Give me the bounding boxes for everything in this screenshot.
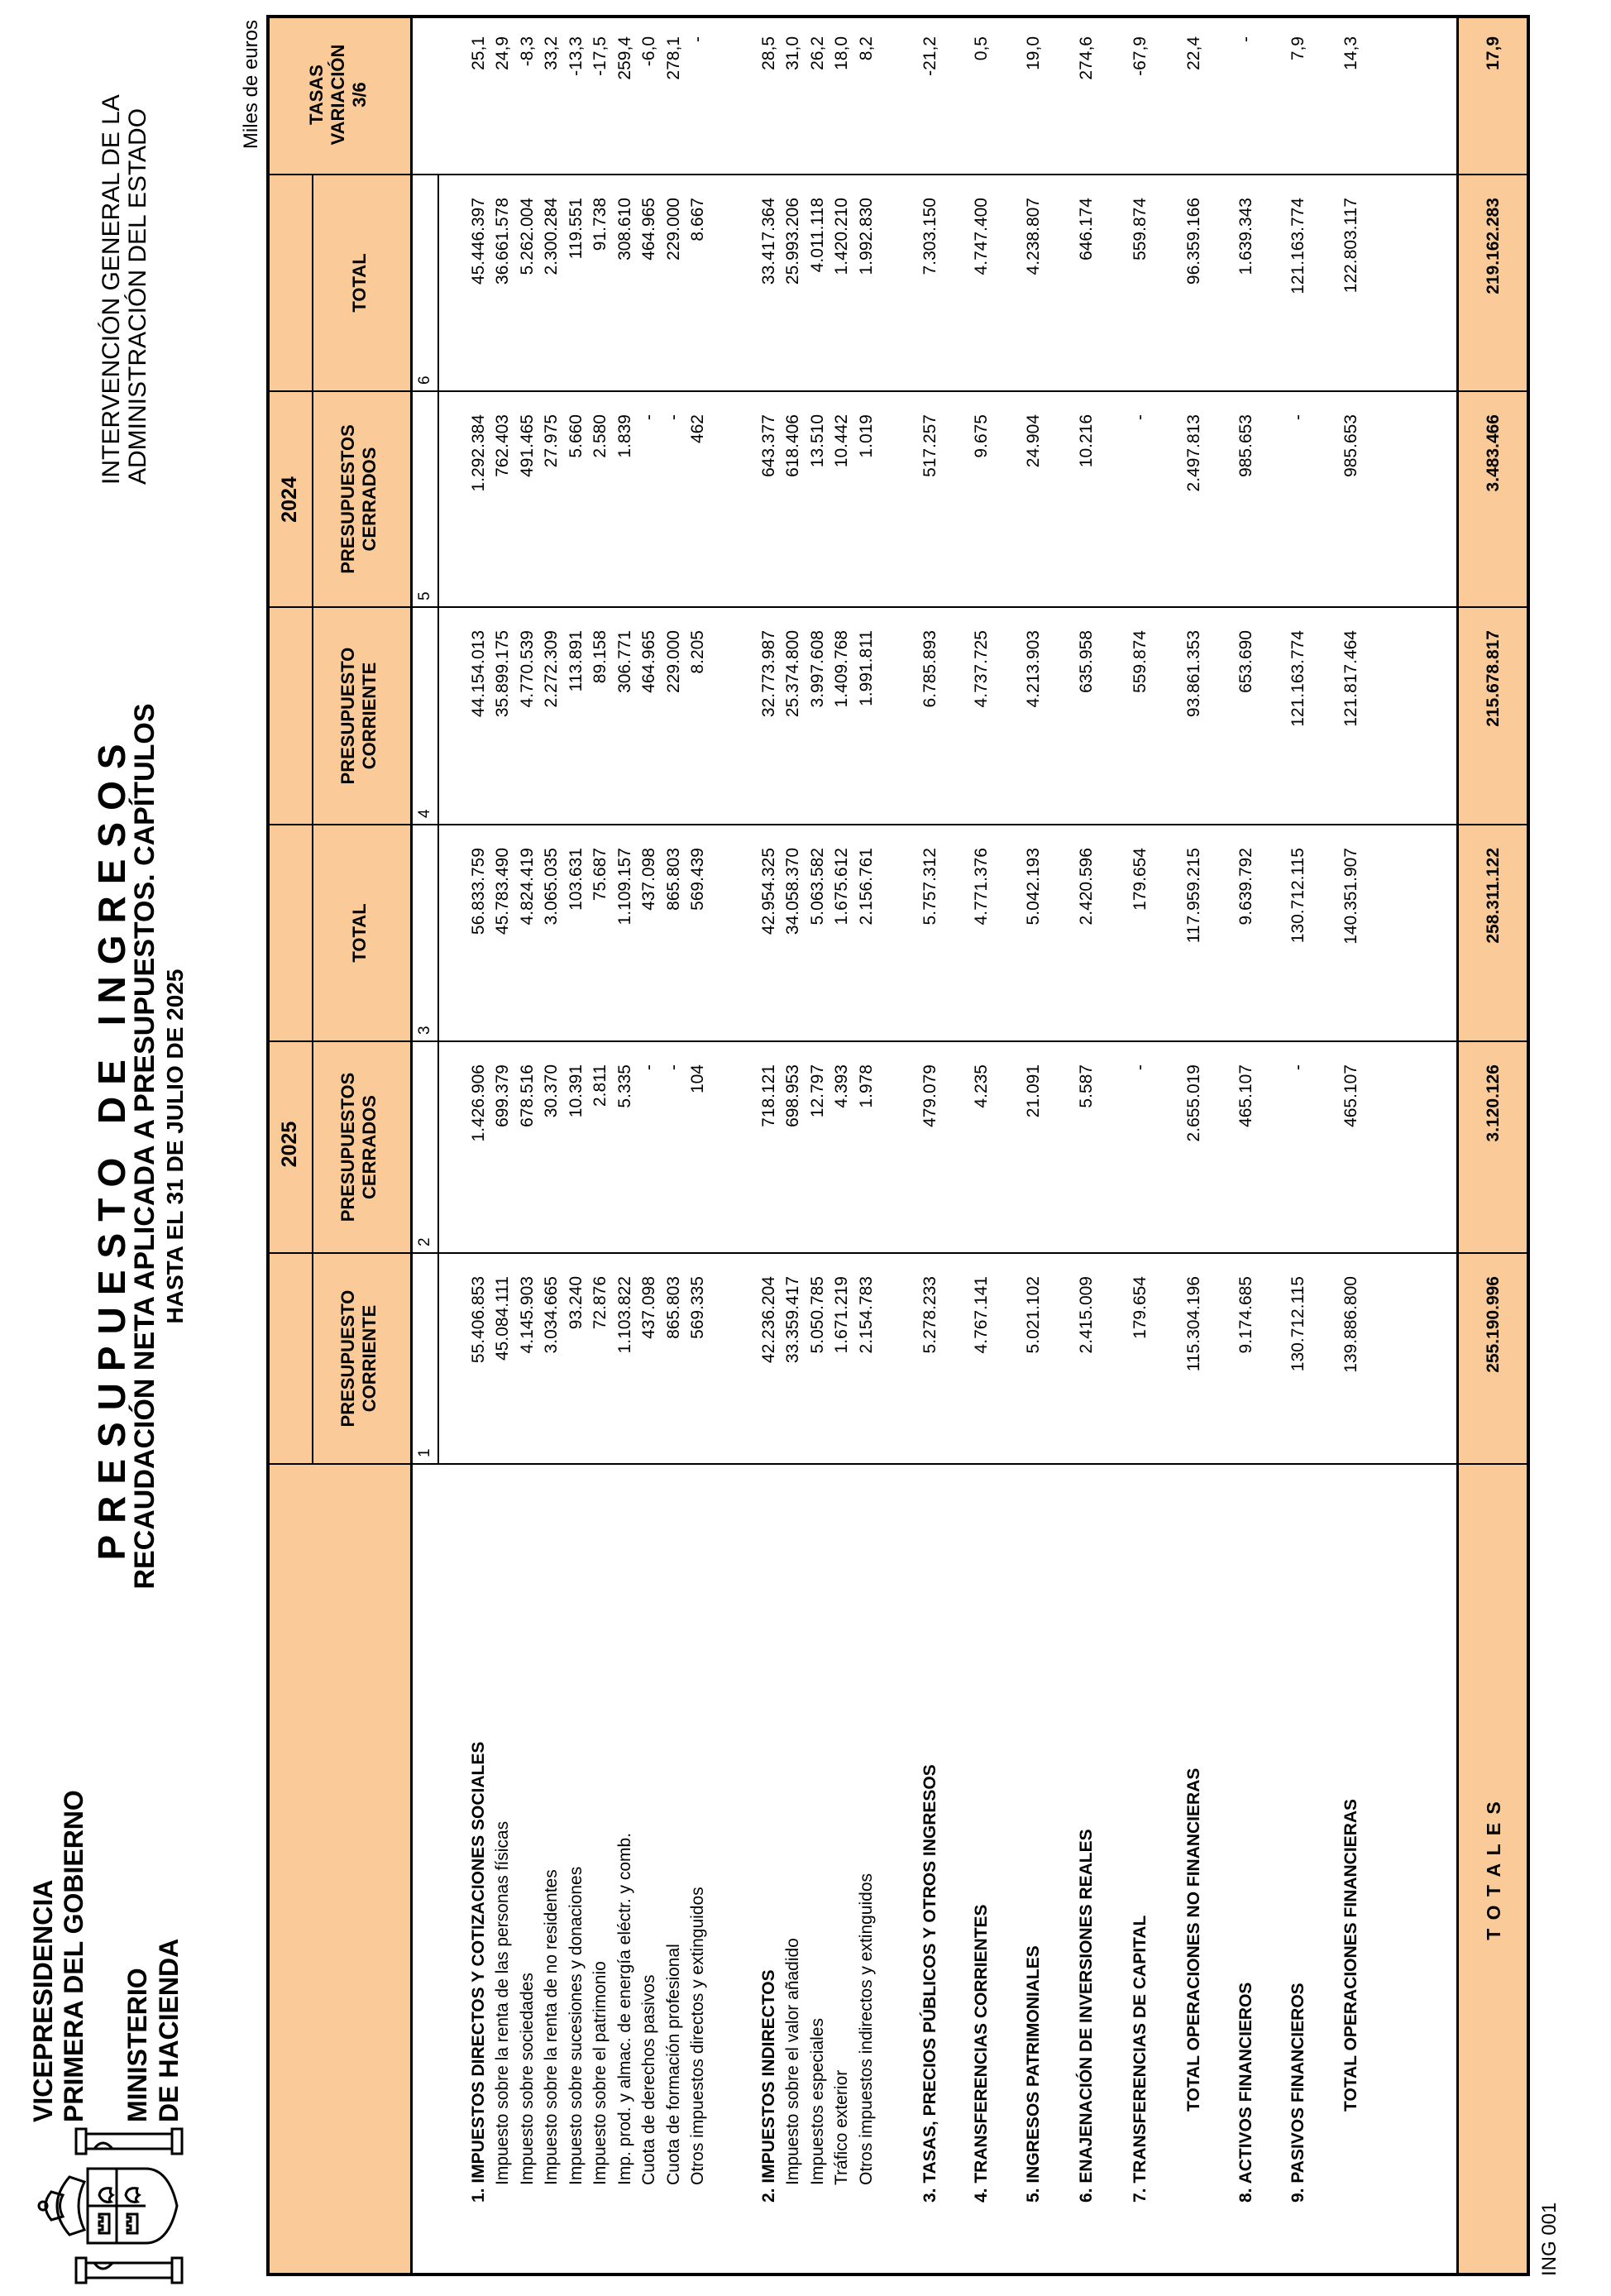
row-label: Impuesto sobre el valor añadido [783, 1938, 802, 2185]
table-cell-value: 646.174 [1077, 198, 1096, 261]
table-cell-value: 130.712.115 [1288, 1276, 1307, 1372]
table-cell-value: - [1288, 414, 1307, 420]
row-label: Impuesto sobre la renta de no residentes [542, 1869, 561, 2185]
table-cell-value: 635.958 [1077, 630, 1096, 693]
row-label: Impuesto sobre sucesiones y donaciones [566, 1866, 586, 2185]
table-cell-value: 569.439 [688, 848, 707, 911]
table-cell-value: 121.163.774 [1288, 630, 1307, 727]
table-cell-value: 96.359.166 [1184, 198, 1203, 285]
table-cell-value: 5.757.312 [920, 848, 939, 926]
row-label: 8. ACTIVOS FINANCIEROS [1236, 1982, 1255, 2203]
table-cell-value: 2.272.309 [542, 630, 561, 708]
row-label: Cuota de formación profesional [664, 1944, 683, 2185]
row-label: Otros impuestos directos y extinguidos [688, 1887, 707, 2185]
grid-line [266, 606, 1530, 608]
table-cell-value: 465.107 [1236, 1064, 1255, 1127]
table-cell-value: 2.497.813 [1184, 414, 1203, 492]
grid-line [266, 174, 1530, 175]
row-label: Cuota de derechos pasivos [639, 1974, 658, 2185]
table-cell-value: 33.359.417 [783, 1276, 802, 1364]
table-cell-value: 3.065.035 [542, 848, 561, 926]
grid-line [1456, 15, 1459, 2276]
table-cell-value: 4.770.539 [518, 630, 537, 708]
table-cell-value: 2.300.284 [542, 198, 561, 275]
tasas-header-line: TASAS [306, 65, 327, 125]
org-de-hacienda: DE HACIENDA [154, 1938, 184, 2122]
unit-note: Miles de euros [240, 20, 262, 150]
row-label: Impuesto sobre el patrimonio [590, 1961, 610, 2185]
column-subheader [349, 175, 370, 391]
table-cell-value: 113.891 [566, 630, 586, 692]
table-cell-value: 865.803 [664, 848, 683, 911]
table-cell-value: 24.904 [1024, 414, 1043, 468]
column-subheader [337, 1253, 380, 1464]
table-cell-value: 569.335 [688, 1276, 707, 1339]
column-number: 6 [416, 375, 433, 385]
table-cell-value: 7,9 [1288, 36, 1307, 61]
row-label: 3. TASAS, PRECIOS PÚBLICOS Y OTROS INGRESOS [920, 1764, 939, 2203]
column-number: 3 [416, 1026, 433, 1035]
tasas-header-line: 3/6 [349, 82, 370, 108]
table-cell-value: -13,3 [566, 36, 586, 76]
table-cell-value: 698.953 [783, 1064, 802, 1127]
table-cell-value: -21,2 [920, 36, 939, 76]
table-cell-value: 464.965 [639, 198, 658, 261]
table-cell-value: 865.803 [664, 1276, 683, 1339]
table-cell-value: 1.109.157 [615, 848, 634, 926]
table-cell-value: 1.639.343 [1236, 198, 1255, 275]
table-cell-value: 14,3 [1341, 36, 1360, 70]
table-cell-value: 0,5 [972, 36, 991, 61]
table-cell-value: 31,0 [783, 36, 802, 70]
table-cell-value: 479.079 [920, 1064, 939, 1127]
table-cell-value: 8.667 [688, 198, 707, 242]
table-cell-value: 139.886.800 [1341, 1276, 1360, 1373]
table-cell-value: 437.098 [639, 848, 658, 911]
table-cell-value: 5.063.582 [808, 848, 827, 926]
table-cell-value: - [1288, 1064, 1307, 1070]
table-cell-value: 33.417.364 [759, 198, 778, 285]
totals-cell-value: 255.190.996 [1484, 1276, 1503, 1373]
table-cell-value: 1.992.830 [857, 198, 876, 275]
table-cell-value: 1.019 [857, 414, 876, 458]
column-subheader-line: CERRADOS [359, 1095, 380, 1199]
table-cell-value: 91.738 [590, 198, 610, 251]
row-label: Impuesto sobre sociedades [518, 1973, 537, 2185]
row-label: Otros impuestos indirectos y extinguidos [857, 1873, 876, 2185]
table-cell-value: 21.091 [1024, 1064, 1043, 1118]
totals-cell-value: 3.483.466 [1484, 414, 1503, 492]
table-cell-value: 42.236.204 [759, 1276, 778, 1364]
table-cell-value: 130.712.115 [1288, 848, 1307, 944]
table-cell-value: 28,5 [759, 36, 778, 70]
table-cell-value: - [639, 1064, 658, 1070]
table-cell-value: 6.785.893 [920, 630, 939, 708]
totals-cell-value: 219.162.283 [1484, 198, 1503, 294]
grid-line [266, 1040, 1530, 1042]
column-subheader-line: PRESUPUESTO [337, 1289, 358, 1428]
table-cell-value: 462 [688, 414, 707, 444]
table-cell-value: 678.516 [518, 1064, 537, 1127]
table-cell-value: 5.660 [566, 414, 586, 458]
table-cell-value: 559.874 [1131, 630, 1150, 693]
column-subheader-line: TOTAL [349, 253, 370, 313]
page-date-line: HASTA EL 31 DE JULIO DE 2025 [162, 969, 188, 1324]
row-label: Impuesto sobre la renta de las personas físicas [493, 1820, 512, 2185]
table-cell-value: 32.773.987 [759, 630, 778, 718]
table-cell-value: 45.084.111 [493, 1276, 512, 1361]
table-cell-value: 18,0 [832, 36, 851, 70]
table-cell-value: 122.803.117 [1341, 198, 1360, 294]
table-cell-value: 464.965 [639, 630, 658, 693]
table-cell-value: 5.021.102 [1024, 1276, 1043, 1354]
table-cell-value: 9.174.685 [1236, 1276, 1255, 1354]
table-cell-value: 121.163.774 [1288, 198, 1307, 294]
table-cell-value: 121.817.464 [1341, 630, 1360, 727]
table-cell-value: 10.216 [1077, 414, 1096, 468]
grid-line [266, 15, 1530, 18]
row-label: TOTAL OPERACIONES NO FINANCIERAS [1184, 1767, 1203, 2112]
table-cell-value: 1.978 [857, 1064, 876, 1108]
table-cell-value: 25,1 [469, 36, 488, 70]
column-subheader [337, 607, 380, 825]
grid-line [266, 390, 1530, 392]
table-cell-value: 34.058.370 [783, 848, 802, 935]
table-cell-value: 762.403 [493, 414, 512, 477]
tasas-variacion-header [306, 15, 370, 175]
table-cell-value: 93.240 [566, 1276, 586, 1330]
table-cell-value: 103.631 [566, 848, 586, 911]
grid-line [437, 175, 439, 1464]
column-number: 4 [416, 809, 433, 818]
row-label: TOTAL OPERACIONES FINANCIERAS [1341, 1798, 1360, 2112]
agency-line-1: INTERVENCIÓN GENERAL DE LA [98, 94, 125, 485]
table-cell-value: 1.420.210 [832, 198, 851, 275]
table-cell-value: 491.465 [518, 414, 537, 477]
table-cell-value: 72.876 [590, 1276, 610, 1330]
table-cell-value: 10.442 [832, 414, 851, 468]
column-subheader-line: CORRIENTE [359, 662, 380, 770]
table-cell-value: 117.959.215 [1184, 848, 1203, 944]
table-cell-value: 1.409.768 [832, 630, 851, 708]
header-fill-label-col [266, 1464, 411, 2276]
table-cell-value: 42.954.325 [759, 848, 778, 935]
table-cell-value: 2.154.783 [857, 1276, 876, 1354]
table-cell-value: 2.415.009 [1077, 1276, 1096, 1354]
table-cell-value: 985.653 [1341, 414, 1360, 477]
table-cell-value: -6,0 [639, 36, 658, 67]
table-cell-value: 27.975 [542, 414, 561, 468]
table-cell-value: - [688, 36, 707, 42]
table-cell-value: 5.262.004 [518, 198, 537, 275]
table-cell-value: 10.391 [566, 1064, 586, 1118]
table-cell-value: 718.121 [759, 1064, 778, 1127]
table-cell-value: 1.991.811 [857, 630, 876, 706]
table-cell-value: 30.370 [542, 1064, 561, 1118]
table-cell-value: 33,2 [542, 36, 561, 70]
table-cell-value: -17,5 [590, 36, 610, 76]
table-cell-value: 1.675.612 [832, 848, 851, 926]
row-label: 6. ENAJENACIÓN DE INVERSIONES REALES [1077, 1829, 1096, 2203]
table-cell-value: 699.379 [493, 1064, 512, 1127]
table-cell-value: 5.042.193 [1024, 848, 1043, 926]
table-cell-value: 517.257 [920, 414, 939, 477]
coat-of-arms-logo [36, 2127, 198, 2284]
table-cell-value: 3.034.665 [542, 1276, 561, 1354]
table-cell-value: - [1131, 1064, 1150, 1070]
table-cell-value: 5.278.233 [920, 1276, 939, 1354]
table-cell-value: 4.737.725 [972, 630, 991, 708]
table-cell-value: 4.824.419 [518, 848, 537, 926]
row-label: 5. INGRESOS PATRIMONIALES [1024, 1945, 1043, 2203]
table-cell-value: 4.213.903 [1024, 630, 1043, 708]
page-title: PRESUPUESTO DE INGRESOS [90, 732, 133, 1561]
grid-line [266, 824, 1530, 825]
grid-line [266, 15, 270, 2276]
table-cell-value: 653.690 [1236, 630, 1255, 693]
column-subheader [349, 825, 370, 1041]
table-cell-value: 8.205 [688, 630, 707, 674]
column-subheader [337, 1041, 380, 1253]
table-cell-value: 1.671.219 [832, 1276, 851, 1354]
table-cell-value: 89.158 [590, 630, 610, 684]
table-cell-value: 35.899.175 [493, 630, 512, 718]
row-label: 2. IMPUESTOS INDIRECTOS [759, 1969, 778, 2203]
tasas-header-line: VARIACIÓN [327, 44, 348, 146]
table-cell-value: 437.098 [639, 1276, 658, 1339]
table-cell-value: 618.406 [783, 414, 802, 477]
year-header-2025: 2025 [278, 1121, 301, 1168]
table-cell-value: 56.833.759 [469, 848, 488, 935]
table-cell-value: 75.687 [590, 848, 610, 902]
table-cell-value: - [1131, 414, 1150, 420]
totals-cell-value: 215.678.817 [1484, 630, 1503, 727]
row-label: 7. TRANSFERENCIAS DE CAPITAL [1131, 1915, 1150, 2203]
table-cell-value: 4.238.807 [1024, 198, 1043, 275]
table-cell-value: 9.675 [972, 414, 991, 458]
table-cell-value: 36.661.578 [493, 198, 512, 285]
column-subheader-line: TOTAL [349, 903, 370, 963]
org-vicepresidencia: VICEPRESIDENCIA [28, 1879, 58, 2122]
column-subheader [337, 391, 380, 607]
table-cell-value: 4.393 [832, 1064, 851, 1108]
grid-line [266, 1252, 1530, 1254]
table-cell-value: 559.874 [1131, 198, 1150, 261]
totals-cell-value: 258.311.122 [1484, 848, 1503, 944]
table-cell-value: 4.767.141 [972, 1276, 991, 1354]
table-cell-value: 25.374.800 [783, 630, 802, 718]
table-cell-value: 4.011.118 [808, 198, 827, 273]
grid-line [312, 175, 313, 1464]
table-cell-value: 45.783.490 [493, 848, 512, 935]
row-label: 9. PASIVOS FINANCIEROS [1288, 1983, 1307, 2203]
table-cell-value: 274,6 [1077, 36, 1096, 80]
table-cell-value: 2.811 [590, 1064, 610, 1107]
table-cell-value: 5.050.785 [808, 1276, 827, 1354]
grid-line [410, 15, 413, 2276]
column-number: 2 [416, 1237, 433, 1246]
form-code: ING 001 [1538, 2202, 1561, 2276]
row-label: Impuestos especiales [808, 2018, 827, 2185]
table-cell-value: - [639, 414, 658, 420]
table-cell-value: 278,1 [664, 36, 683, 80]
table-cell-value: 985.653 [1236, 414, 1255, 477]
totals-cell-value: 17,9 [1484, 36, 1503, 70]
table-cell-value: 643.377 [759, 414, 778, 477]
table-cell-value: 5.587 [1077, 1064, 1096, 1108]
table-cell-value: 8,2 [857, 36, 876, 61]
table-cell-value: 26,2 [808, 36, 827, 70]
table-cell-value: 179.654 [1131, 1276, 1150, 1339]
column-subheader-line: PRESUPUESTOS [337, 1072, 358, 1222]
table-cell-value: 259,4 [615, 36, 634, 80]
table-cell-value: 140.351.907 [1341, 848, 1360, 945]
table-cell-value: -8,3 [518, 36, 537, 67]
table-cell-value: 19,0 [1024, 36, 1043, 70]
table-cell-value: 4.235 [972, 1064, 991, 1108]
page-subtitle: RECAUDACIÓN NETA APLICADA A PRESUPUESTOS. CAPÍTULOS [129, 703, 160, 1590]
table-cell-value: 7.303.150 [920, 198, 939, 275]
table-cell-value: 1.839 [615, 414, 634, 458]
table-cell-value: 104 [688, 1064, 707, 1094]
table-cell-value: 44.154.013 [469, 630, 488, 718]
table-cell-value: 179.654 [1131, 848, 1150, 911]
table-cell-value: 9.639.792 [1236, 848, 1255, 926]
table-cell-value: 229.000 [664, 198, 683, 261]
table-cell-value: 12.797 [808, 1064, 827, 1118]
table-cell-value: 1.103.822 [615, 1276, 634, 1354]
table-cell-value: -67,9 [1131, 36, 1150, 76]
table-cell-value: 22,4 [1184, 36, 1203, 70]
table-cell-value: 2.156.761 [857, 848, 876, 926]
table-cell-value: 2.420.596 [1077, 848, 1096, 926]
table-cell-value: - [664, 1064, 683, 1070]
table-cell-value: 1.292.384 [469, 414, 488, 492]
table-cell-value: 3.997.608 [808, 630, 827, 708]
column-subheader-line: CORRIENTE [359, 1304, 380, 1413]
table-cell-value: 4.747.400 [972, 198, 991, 275]
table-cell-value: 5.335 [615, 1064, 634, 1108]
row-label: Tráfico exterior [832, 2069, 851, 2185]
grid-line [266, 1463, 1530, 1465]
table-cell-value: 2.655.019 [1184, 1064, 1203, 1142]
row-label: 4. TRANSFERENCIAS CORRIENTES [972, 1904, 991, 2203]
org-ministerio: MINISTERIO [122, 1968, 152, 2122]
row-label: 1. IMPUESTOS DIRECTOS Y COTIZACIONES SOCIALES [469, 1741, 488, 2203]
table-cell-value: 115.304.196 [1184, 1276, 1203, 1372]
org-primera-gobierno: PRIMERA DEL GOBIERNO [59, 1790, 88, 2122]
table-cell-value: 13.510 [808, 414, 827, 468]
table-cell-value: 4.771.376 [972, 848, 991, 926]
table-cell-value: 93.861.353 [1184, 630, 1203, 718]
table-cell-value: 1.426.906 [469, 1064, 488, 1142]
table-cell-value: 119.551 [566, 198, 586, 260]
grid-line [266, 2273, 1530, 2276]
row-label: Imp. prod. y almac. de energía eléctr. y comb. [615, 1832, 634, 2185]
table-cell-value: 229.000 [664, 630, 683, 693]
table-cell-value: 45.446.397 [469, 198, 488, 285]
agency-line-2: ADMINISTRACIÓN DEL ESTADO [124, 108, 151, 485]
grid-line [1527, 15, 1530, 2276]
table-cell-value: 2.580 [590, 414, 610, 458]
table-cell-value: - [1236, 36, 1255, 42]
column-subheader-line: CERRADOS [359, 447, 380, 552]
table-cell-value: 465.107 [1341, 1064, 1360, 1127]
column-subheader-line: PRESUPUESTO [337, 647, 358, 785]
table-cell-value: 24,9 [493, 36, 512, 70]
table-cell-value: 55.406.853 [469, 1276, 488, 1364]
totals-cell-value: 3.120.126 [1484, 1064, 1503, 1142]
column-number: 5 [416, 591, 433, 600]
column-number: 1 [416, 1448, 433, 1457]
table-cell-value: 25.993.206 [783, 198, 802, 285]
table-cell-value: - [664, 414, 683, 420]
table-cell-value: 306.771 [615, 630, 634, 693]
totals-row-label: T O T A L E S [1483, 1800, 1504, 1940]
column-subheader-line: PRESUPUESTOS [337, 424, 358, 574]
table-cell-value: 4.145.903 [518, 1276, 537, 1354]
table-cell-value: 308.610 [615, 198, 634, 261]
year-header-2024: 2024 [278, 476, 301, 523]
